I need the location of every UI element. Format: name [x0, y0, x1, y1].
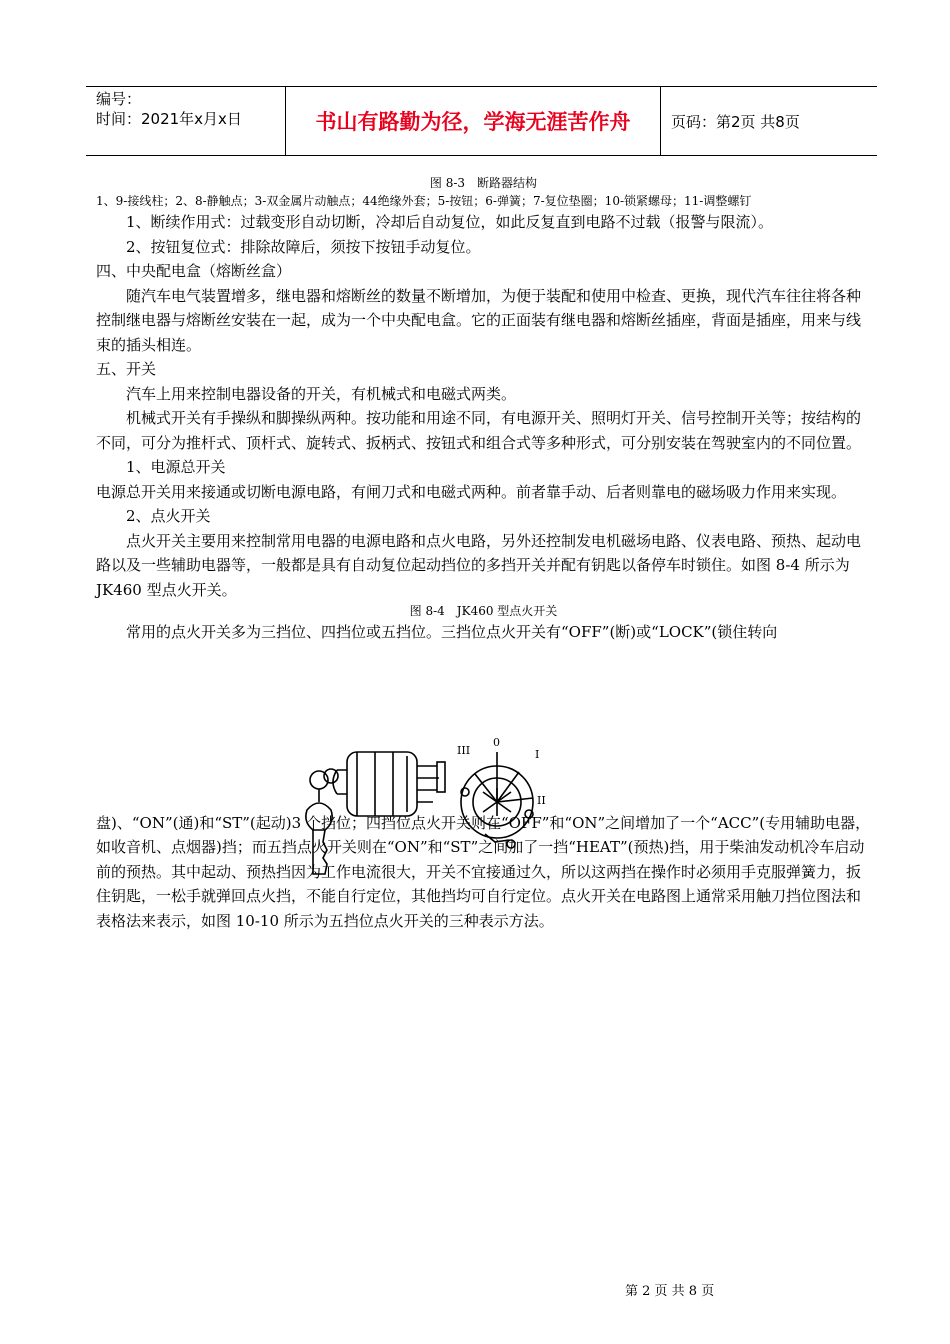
subsection-heading: 2、点火开关	[126, 507, 211, 525]
header-page-info: 页码：第2页 共8页	[671, 112, 800, 131]
paragraph: 1、断续作用式：过载变形自动切断，冷却后自动复位，如此反复直到电路不过载（报警与限流）。	[126, 213, 774, 231]
page-header	[86, 86, 877, 156]
ignition-switch-figure	[297, 722, 547, 882]
serial-label: 编号：	[96, 90, 142, 108]
paragraph: 随汽车电气装置增多，继电器和熔断丝的数量不断增加，为便于装配和使用中检查、更换，现代汽车往往将各种控制继电器与熔断丝安装在一起，成为一个中央配电盒。它的正面装有继电器和熔断丝插座，背面是插座，用来与线束的插头相连。	[96, 286, 862, 354]
figure-label-II: II	[537, 794, 546, 807]
figure-8-4-caption: 图 8-4 JK460 型点火开关	[409, 604, 558, 618]
figure-label-III: III	[457, 744, 471, 757]
page-footer: 第 2 页 共 8 页	[625, 1284, 715, 1299]
paragraph: 汽车上用来控制电器设备的开关，有机械式和电磁式两类。	[126, 384, 517, 403]
paragraph: 2、按钮复位式：排除故障后，须按下按钮手动复位。	[126, 237, 481, 256]
header-meta	[86, 87, 286, 155]
subsection-heading: 1、电源总开关	[126, 458, 226, 476]
paragraph: 机械式开关有手操纵和脚操纵两种。按功能和用途不同，有电源开关、照明灯开关、信号控制开关等；按结构的不同，可分为推杆式、顶杆式、旋转式、扳柄式、按钮式和组合式等多种形式，可分别安装在驾驶室内的不同位置。	[96, 409, 862, 452]
section-heading: 四、中央配电盒（熔断丝盒）	[96, 262, 292, 280]
section-heading: 五、开关	[96, 360, 157, 378]
figure-8-3-caption: 图 8-3 断路器结构	[429, 176, 538, 190]
paragraph: 常用的点火开关多为三挡位、四挡位或五挡位。三挡位点火开关有“OFF”(断)或“LOCK”(锁住转向	[126, 623, 778, 641]
figure-label-0: 0	[493, 736, 500, 749]
paragraph: 盘)、“ON”(通)和“ST”(起动)3 个挡位；四挡位点火开关则在“OFF”和“ON”之间增加了一个“ACC”(专用辅助电器，如收音机、点烟器)挡；而五挡点火开关则在“ON”和“ST”之间加了一挡“HEAT”(预热)挡，用于柴油发动机冷车启动前的预热。其中起动、预热挡因为工作电流很大，开关不宜接通过久，所以这两挡在操作时必须用手克服弹簧力，扳住钥匙，一松手就弹回点火挡，不能自行定位，其他挡均可自行定位。点火开关在电路图上通常采用触刀挡位图法和表格法来表示，如图 10-10 所示为五挡位点火开关的三种表示方法。	[96, 813, 871, 930]
figure-label-I: I	[535, 748, 540, 761]
header-motto: 书山有路勤为径，学海无涯苦作舟	[286, 87, 661, 155]
paragraph: 点火开关主要用来控制常用电器的电源电路和点火电路，另外还控制发电机磁场电路、仪表电路、预热、起动电路以及一些辅助电器等，一般都是具有自动复位起动挡位的多挡开关并配有钥匙以备停车时锁住。如图 8-4 所示为 JK460 型点火开关。	[96, 531, 862, 599]
figure-8-3-legend: 1、9-接线柱；2、8-静触点；3-双金属片动触点；44绝缘外套；5-按钮；6-弹簧；7-复位垫圈；10-锁紧螺母；11-调整螺钉	[96, 194, 752, 208]
paragraph: 电源总开关用来接通或切断电源电路，有闸刀式和电磁式两种。前者靠手动、后者则靠电的磁场吸力作用来实现。	[96, 482, 847, 501]
time-label: 时间：2021年x月x日	[96, 110, 242, 128]
